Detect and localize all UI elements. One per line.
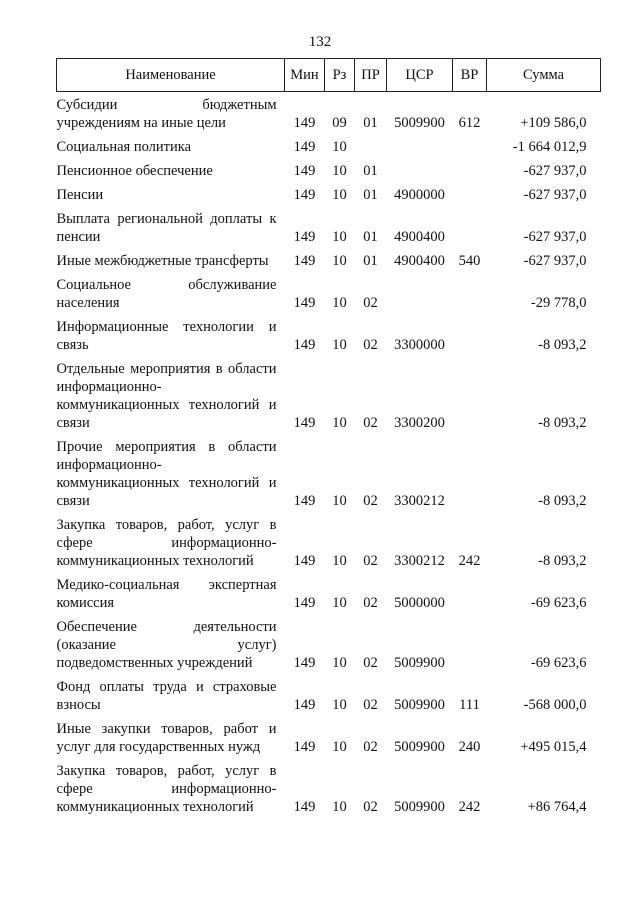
cell-pr: 01 [363,115,378,131]
cell-sum: -627 937,0 [523,187,587,203]
cell-vr [453,314,487,356]
cell-name: Социальная политика [56,139,192,155]
column-header-csr: ЦСР [387,59,453,92]
cell-rz: 10 [332,253,347,269]
table-row [57,272,601,314]
cell-csr: 4900400 [394,253,445,269]
cell-vr: 240 [458,739,481,755]
table-row [57,356,601,434]
cell-vr: 242 [458,553,481,569]
cell-sum: -69 623,6 [530,595,587,611]
cell-vr: 612 [458,115,481,131]
table-row [57,674,601,716]
cell-rz: 10 [332,799,347,815]
cell-sum: -1 664 012,9 [512,139,587,155]
cell-pr: 02 [363,739,378,755]
table-row [57,716,601,758]
cell-csr: 5009900 [394,697,445,713]
cell-csr: 3300200 [394,415,445,431]
cell-rz: 10 [332,187,347,203]
cell-rz: 10 [332,553,347,569]
cell-csr: 3300212 [394,493,445,509]
cell-min: 149 [293,697,316,713]
cell-rz: 09 [332,115,347,131]
cell-min: 149 [293,163,316,179]
cell-pr: 02 [363,553,378,569]
cell-name: Пенсии [56,187,104,203]
cell-rz: 10 [332,229,347,245]
table-row [57,434,601,512]
table-row [57,314,601,356]
cell-vr: 111 [459,697,480,713]
cell-pr: 02 [363,337,378,353]
cell-rz: 10 [332,739,347,755]
cell-min: 149 [293,187,316,203]
cell-rz: 10 [332,295,347,311]
cell-rz: 10 [332,415,347,431]
cell-sum: -8 093,2 [538,337,587,353]
cell-pr: 02 [363,415,378,431]
cell-sum: -8 093,2 [538,415,587,431]
cell-sum: -627 937,0 [523,229,587,245]
cell-sum: +495 015,4 [520,739,587,755]
cell-pr: 01 [363,187,378,203]
cell-rz: 10 [332,595,347,611]
cell-pr: 02 [363,655,378,671]
cell-min: 149 [293,229,316,245]
cell-sum: +86 764,4 [527,799,587,815]
cell-vr [453,572,487,614]
cell-min: 149 [293,553,316,569]
cell-vr [453,272,487,314]
column-header-min: Мин [285,59,325,92]
cell-csr: 5009900 [394,739,445,755]
cell-name: Отдельные мероприятия в области информационно-коммуникационных технологий и связи [56,361,277,431]
cell-pr: 02 [363,295,378,311]
cell-csr: 5009900 [394,799,445,815]
cell-min: 149 [293,115,316,131]
cell-pr: 02 [363,595,378,611]
cell-min: 149 [293,337,316,353]
table-row [57,158,601,182]
cell-vr [453,206,487,248]
cell-min: 149 [293,493,316,509]
cell-name: Информационные технологии и связь [56,319,277,353]
cell-sum: -69 623,6 [530,655,587,671]
column-header-rz: Рз [325,59,355,92]
table-row [57,182,601,206]
cell-name: Социальное обслуживание населения [56,277,277,311]
cell-min: 149 [293,253,316,269]
table-body [57,92,601,819]
cell-vr: 540 [458,253,481,269]
cell-rz: 10 [332,655,347,671]
cell-vr: 242 [458,799,481,815]
cell-csr: 5009900 [394,115,445,131]
cell-min: 149 [293,415,316,431]
cell-name: Обеспечение деятельности (оказание услуг) подведомственных учреждений [56,619,277,671]
cell-min: 149 [293,655,316,671]
cell-rz: 10 [332,337,347,353]
table-row [57,248,601,272]
cell-csr: 4900400 [394,229,445,245]
cell-rz: 10 [332,697,347,713]
cell-name: Иные закупки товаров, работ и услуг для государственных нужд [56,721,277,755]
cell-vr [453,356,487,434]
cell-csr [387,272,453,314]
cell-pr: 01 [363,229,378,245]
cell-vr [453,182,487,206]
cell-pr: 02 [363,697,378,713]
cell-sum: -29 778,0 [530,295,587,311]
cell-rz: 10 [332,493,347,509]
cell-csr [387,158,453,182]
cell-sum: -8 093,2 [538,553,587,569]
cell-sum: -627 937,0 [523,163,587,179]
table-row [57,92,601,135]
cell-min: 149 [293,799,316,815]
cell-min: 149 [293,739,316,755]
cell-sum: +109 586,0 [520,115,587,131]
cell-min: 149 [293,595,316,611]
cell-sum: -8 093,2 [538,493,587,509]
cell-name: Закупка товаров, работ, услуг в сфере информационно-коммуникационных технологий [56,763,277,815]
cell-rz: 10 [332,163,347,179]
cell-vr [453,134,487,158]
cell-name: Прочие мероприятия в области информационно-коммуникационных технологий и связи [56,439,277,509]
cell-vr [453,434,487,512]
column-header-pr: ПР [355,59,387,92]
cell-csr: 5000000 [394,595,445,611]
cell-pr [355,134,387,158]
cell-name: Субсидии бюджетным учреждениям на иные цели [56,97,277,131]
cell-rz: 10 [332,139,347,155]
table-row [57,758,601,818]
table-row [57,512,601,572]
cell-csr: 4900000 [394,187,445,203]
cell-sum: -568 000,0 [523,697,587,713]
cell-sum: -627 937,0 [523,253,587,269]
cell-vr [453,158,487,182]
cell-min: 149 [293,295,316,311]
cell-csr: 5009900 [394,655,445,671]
table-header-row [57,59,601,92]
cell-name: Иные межбюджетные трансферты [56,253,269,269]
page-number: 132 [308,34,332,50]
column-header-name: Наименование [57,59,285,92]
table-row [57,614,601,674]
cell-csr [387,134,453,158]
table-row [57,134,601,158]
cell-csr: 3300000 [394,337,445,353]
cell-min: 149 [293,139,316,155]
table-row [57,572,601,614]
budget-table [56,58,601,818]
cell-name: Медико-социальная экспертная комиссия [56,577,277,611]
cell-pr: 01 [363,163,378,179]
cell-csr: 3300212 [394,553,445,569]
cell-pr: 02 [363,493,378,509]
cell-name: Пенсионное обеспечение [56,163,213,179]
column-header-vr: ВР [453,59,487,92]
cell-pr: 02 [363,799,378,815]
column-header-sum: Сумма [487,59,601,92]
cell-pr: 01 [363,253,378,269]
cell-vr [453,614,487,674]
cell-name: Закупка товаров, работ, услуг в сфере информационно-коммуникационных технологий [56,517,277,569]
cell-name: Фонд оплаты труда и страховые взносы [56,679,277,713]
table-row [57,206,601,248]
cell-name: Выплата региональной доплаты к пенсии [56,211,277,245]
